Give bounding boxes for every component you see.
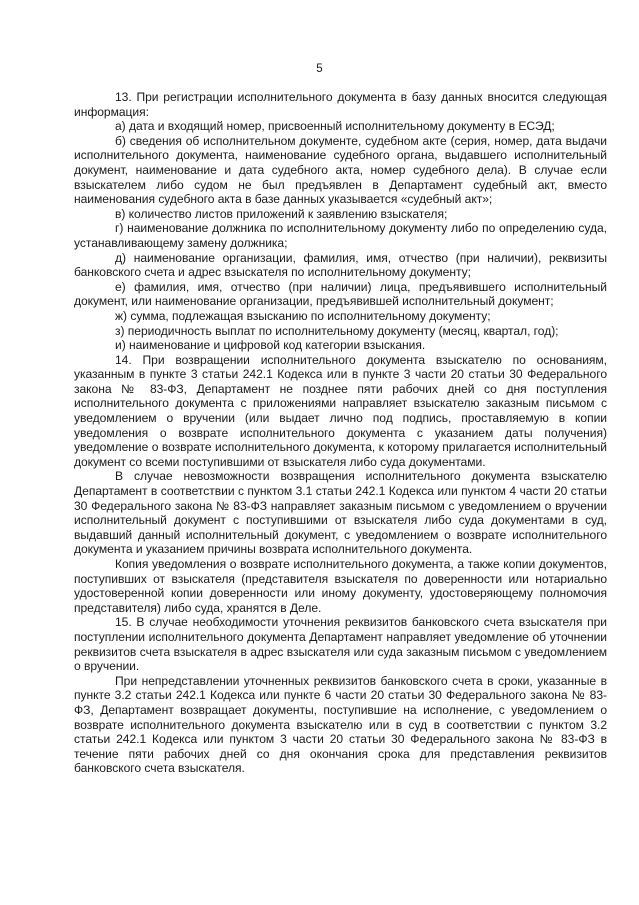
list-item-z: з) периодичность выплат по исполнительному документу (месяц, квартал, год);	[115, 323, 559, 338]
list-item-g: г) наименование должника по исполнительному документу либо по определению суда, устанавливающему замену должника;	[74, 221, 607, 250]
paragraph-14: 14. При возвращении исполнительного документа взыскателю по основаниям, указанным в пункте 3 статьи 242.1 Кодекса или в пункте 3 части 20 статьи 30 Федерального закона № 83-ФЗ, Департамент не позднее пяти рабочих дней со дня поступления исполнительного документа с приложениями направляет взыскателю заказным письмом с уведомлением о вручении (или выдает лично под подпись, проставляемую в копии уведомления о возврате исполнительного документа с указанием даты получения) уведомление о возврате исполнительного документа, к которому прилагается исполнительный документ со всеми поступившими от взыскателя либо суда документами.	[74, 352, 607, 469]
document-body	[74, 90, 607, 776]
list-item-zh: ж) сумма, подлежащая взысканию по исполнительному документу;	[115, 308, 491, 323]
list-item-b: б) сведения об исполнительном документе, судебном акте (серия, номер, дата выдачи исполнительного документа, наименование судебного органа, выдавшего исполнительный документ, наименование и дата судебного акта, номер судебного дела). В случае если взыскателем либо судом не был предъявлен в Департамент судебный акт, вместо наименования судебного акта в базе данных указывается «судебный акт»;	[74, 133, 607, 207]
list-item-d: д) наименование организации, фамилия, имя, отчество (при наличии), реквизиты банковского счета и адрес взыскателя по исполнительному документу;	[74, 250, 607, 280]
list-item-i: и) наименование и цифровой код категории взыскания.	[115, 338, 426, 353]
paragraph-15-non-submission: При непредставлении уточненных реквизитов банковского счета в сроки, указанные в пункте 3.2 статьи 242.1 Кодекса или пункте 6 части 20 статьи 30 Федерального закона № 83-ФЗ, Департамент возвращает документы, поступившие на исполнение, с уведомлением о возврате исполнительного документа взыскателю или в суд в соответствии с пунктом 3.2 статьи 242.1 Кодекса или пунктом 3 части 20 статьи 30 Федерального закона № 83-ФЗ в течение пяти рабочих дней со дня окончания срока для представления реквизитов банковского счета взыскателя.	[74, 673, 607, 776]
list-item-v: в) количество листов приложений к заявлению взыскателя;	[115, 206, 448, 221]
list-item-e: е) фамилия, имя, отчество (при наличии) лица, предъявившего исполнительный документ, или наименование организации, предъявившей исполнительный документ;	[74, 279, 607, 309]
paragraph-14-copies: Копия уведомления о возврате исполнительного документа, а также копии документов, поступивших от взыскателя (представителя взыскателя по доверенности или нотариально удостоверенной копии доверенности или иному документу, удостоверяющему полномочия представителя) либо суда, хранятся в Деле.	[74, 557, 607, 615]
paragraph-13-intro: 13. При регистрации исполнительного документа в базу данных вносится следующая информация:	[74, 90, 607, 119]
list-item-a: а) дата и входящий номер, присвоенный исполнительному документу в ЕСЭД;	[115, 119, 555, 134]
paragraph-15: 15. В случае необходимости уточнения реквизитов банковского счета взыскателя при поступлении исполнительного документа Департамент направляет уведомление об уточнении реквизитов счета взыскателя в адрес взыскателя или суда заказным письмом с уведомлением о вручении.	[74, 615, 607, 674]
page-number: 5	[316, 63, 323, 75]
paragraph-14-return-to-court: В случае невозможности возвращения исполнительного документа взыскателю Департамент в соответствии с пунктом 3.1 статьи 242.1 Кодекса или пунктом 4 части 20 статьи 30 Федерального закона № 83-ФЗ направляет заказным письмом с уведомлением о вручении исполнительный документ с поступившими от взыскателя либо суда документами в суд, выдавший данный исполнительный документ, с уведомлением о возврате исполнительного документа и указанием причины возврата исполнительного документа.	[74, 469, 607, 557]
